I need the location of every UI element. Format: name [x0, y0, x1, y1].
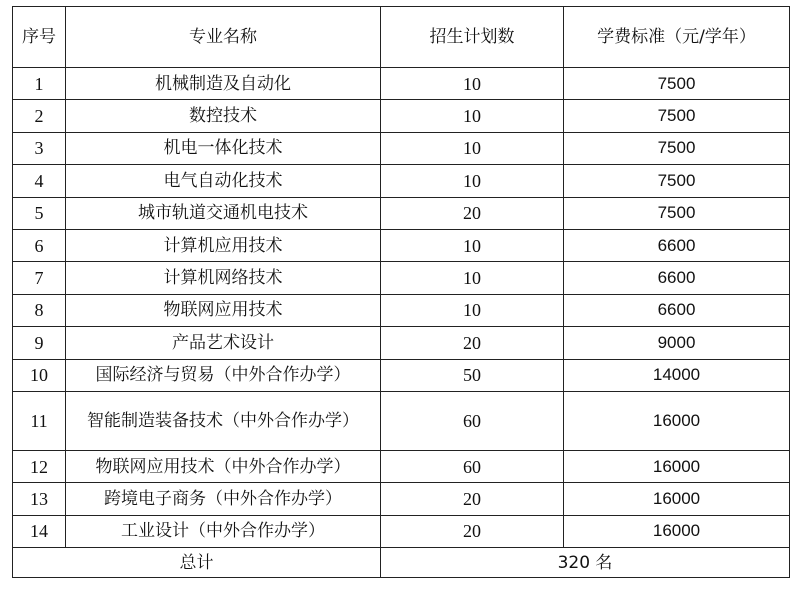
cell-major: 跨境电子商务（中外合作办学）	[66, 483, 381, 515]
cell-seq: 2	[13, 100, 66, 132]
cell-plan: 20	[381, 515, 564, 547]
cell-major: 计算机网络技术	[66, 262, 381, 294]
cell-seq: 12	[13, 450, 66, 482]
cell-seq: 13	[13, 483, 66, 515]
table-row	[13, 483, 790, 515]
cell-seq: 8	[13, 294, 66, 326]
cell-fee: 7500	[564, 165, 790, 197]
cell-major: 物联网应用技术（中外合作办学）	[66, 450, 381, 482]
cell-major: 物联网应用技术	[66, 294, 381, 326]
cell-seq: 1	[13, 68, 66, 100]
table-row	[13, 100, 790, 132]
cell-major: 数控技术	[66, 100, 381, 132]
cell-major: 计算机应用技术	[66, 229, 381, 261]
cell-fee: 14000	[564, 359, 790, 391]
cell-seq: 3	[13, 132, 66, 164]
cell-fee: 16000	[564, 483, 790, 515]
enrollment-plan-table	[12, 6, 790, 578]
table-row	[13, 229, 790, 261]
table-row	[13, 294, 790, 326]
cell-plan: 10	[381, 294, 564, 326]
cell-fee: 7500	[564, 197, 790, 229]
table-row	[13, 391, 790, 450]
cell-plan: 20	[381, 483, 564, 515]
cell-major: 工业设计（中外合作办学）	[66, 515, 381, 547]
cell-seq: 10	[13, 359, 66, 391]
cell-plan: 10	[381, 165, 564, 197]
cell-major: 电气自动化技术	[66, 165, 381, 197]
cell-plan: 10	[381, 132, 564, 164]
cell-seq: 14	[13, 515, 66, 547]
cell-seq: 9	[13, 327, 66, 359]
total-value: 320 名	[381, 548, 790, 578]
header-major: 专业名称	[66, 7, 381, 68]
header-seq: 序号	[13, 7, 66, 68]
cell-plan: 10	[381, 262, 564, 294]
cell-major: 国际经济与贸易（中外合作办学）	[66, 359, 381, 391]
total-label: 总计	[13, 548, 381, 578]
cell-fee: 6600	[564, 294, 790, 326]
table-row	[13, 262, 790, 294]
cell-fee: 7500	[564, 68, 790, 100]
cell-fee: 6600	[564, 262, 790, 294]
cell-fee: 16000	[564, 450, 790, 482]
header-fee: 学费标准（元/学年）	[564, 7, 790, 68]
table-row	[13, 197, 790, 229]
cell-major: 智能制造装备技术（中外合作办学）	[66, 391, 381, 450]
table-row	[13, 132, 790, 164]
table-header-row	[13, 7, 790, 68]
cell-plan: 10	[381, 68, 564, 100]
table-row	[13, 359, 790, 391]
cell-fee: 16000	[564, 515, 790, 547]
table-row	[13, 450, 790, 482]
total-row	[13, 548, 790, 578]
table-row	[13, 327, 790, 359]
cell-major: 产品艺术设计	[66, 327, 381, 359]
cell-major: 城市轨道交通机电技术	[66, 197, 381, 229]
cell-fee: 6600	[564, 229, 790, 261]
cell-plan: 10	[381, 229, 564, 261]
header-plan: 招生计划数	[381, 7, 564, 68]
table-row	[13, 515, 790, 547]
cell-fee: 16000	[564, 391, 790, 450]
cell-seq: 4	[13, 165, 66, 197]
cell-seq: 5	[13, 197, 66, 229]
cell-plan: 60	[381, 391, 564, 450]
cell-major: 机械制造及自动化	[66, 68, 381, 100]
cell-fee: 7500	[564, 100, 790, 132]
cell-major: 机电一体化技术	[66, 132, 381, 164]
cell-plan: 50	[381, 359, 564, 391]
table-row	[13, 165, 790, 197]
cell-fee: 9000	[564, 327, 790, 359]
cell-seq: 7	[13, 262, 66, 294]
table-row	[13, 68, 790, 100]
cell-plan: 10	[381, 100, 564, 132]
cell-plan: 20	[381, 327, 564, 359]
cell-seq: 6	[13, 229, 66, 261]
cell-plan: 20	[381, 197, 564, 229]
cell-plan: 60	[381, 450, 564, 482]
cell-fee: 7500	[564, 132, 790, 164]
cell-seq: 11	[13, 391, 66, 450]
